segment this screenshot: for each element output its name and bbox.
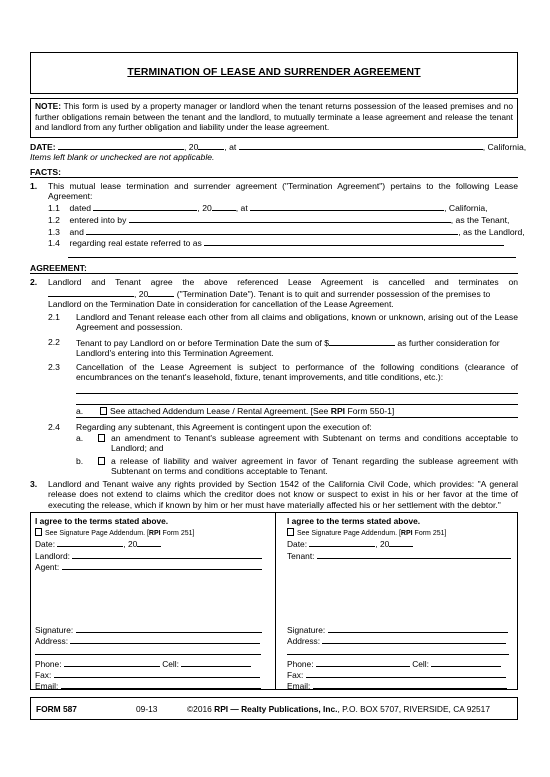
item-end: , California, <box>444 203 488 213</box>
address-label: Address: <box>35 636 69 646</box>
email-label: Email: <box>35 681 59 691</box>
tenant-address-row <box>287 635 506 646</box>
addendum-text-2: Form 251] <box>160 530 195 537</box>
item-2-3-text: Cancellation of the Lease Agreement is subject to performance of the following conditions (clearance of encumbrances on the tenant's leasehold, fixture, tenant improvements, and title conditions, etc.): <box>76 362 518 383</box>
footer-box <box>30 697 518 720</box>
copyright <box>187 704 490 714</box>
section-1-text: This mutual lease termination and surrender agreement ("Termination Agreement") pertains to the following Lease Agreement: <box>48 181 518 202</box>
lease-year-field[interactable] <box>212 202 236 211</box>
agreement-heading: AGREEMENT: <box>30 263 87 273</box>
facts-heading: FACTS: <box>30 167 62 177</box>
landlord-phone-row <box>35 658 251 669</box>
landlord-signer-field[interactable] <box>72 550 262 559</box>
item-2-4-number: 2.4 <box>48 422 60 432</box>
form-code: 09-13 <box>136 704 158 714</box>
lease-location-field[interactable] <box>250 202 444 211</box>
s2-mid: , 20 <box>134 289 149 299</box>
item-2-2-line-1 <box>76 337 520 348</box>
form-number: FORM 587 <box>36 704 77 714</box>
signature-label: Signature: <box>287 625 326 635</box>
item-label: dated <box>69 203 92 213</box>
item-1-2 <box>48 214 520 225</box>
section-3-number: 3. <box>30 479 38 489</box>
item-2-2-number: 2.2 <box>48 337 60 347</box>
agent-field[interactable] <box>62 561 262 570</box>
addendum-rpi: RPI <box>400 530 413 537</box>
landlord-cell-field[interactable] <box>181 658 251 667</box>
lease-date-field[interactable] <box>93 202 197 211</box>
s2-end: ("Termination Date"). Tenant is to quit and surrender possession of the premises to <box>174 289 491 299</box>
addendum-checkbox[interactable] <box>100 407 107 415</box>
item-2-3a-number: a. <box>76 406 84 416</box>
item-2-2-b: as further consideration for <box>395 338 500 348</box>
landlord-email-row <box>35 680 261 691</box>
item-2-3a-text2: Form 550-1] <box>345 406 395 416</box>
landlord-signature-row <box>35 624 262 635</box>
copyright-year: ©2016 <box>187 704 215 714</box>
agent-label: Agent: <box>35 562 60 572</box>
items-note: Items left blank or unchecked are not applicable. <box>30 152 215 162</box>
tenant-address-field[interactable] <box>322 635 506 644</box>
signature-divider <box>275 513 276 689</box>
divider <box>30 273 518 274</box>
tenant-signature-row <box>287 624 508 635</box>
item-2-3a-rpi: RPI <box>330 406 346 416</box>
tenant-address-line-2[interactable] <box>287 654 509 655</box>
tenant-name-field[interactable] <box>129 214 451 223</box>
tenant-email-row <box>287 680 507 691</box>
item-num: 1.1 <box>48 203 60 213</box>
signature-label: Signature: <box>35 625 74 635</box>
item-1-1 <box>48 202 520 213</box>
item-1-4 <box>48 237 520 248</box>
addendum-rpi: RPI <box>148 530 161 537</box>
item-1-3 <box>48 226 525 237</box>
item-2-4b-number: b. <box>76 456 84 466</box>
tenant-year-field[interactable] <box>389 538 413 547</box>
tenant-email-field[interactable] <box>313 680 507 689</box>
landlord-label: Landlord: <box>35 551 70 561</box>
tenant-addendum <box>287 528 446 539</box>
item-2-4b-text: a release of liability and waiver agreement in favor of Tenant regarding the sublease agreement with Subtenant on terms and conditions acceptable to Tenant. <box>111 456 518 477</box>
date-year-prefix: , 20 <box>184 142 199 152</box>
landlord-fax-row <box>35 669 260 680</box>
cell-label: Cell: <box>412 659 429 669</box>
tenant-row <box>287 550 511 561</box>
item-at: , at <box>235 203 248 213</box>
address-label: Address: <box>287 636 321 646</box>
cell-label: Cell: <box>162 659 179 669</box>
section-2-line-3: Landlord on the Termination Date in consideration for cancellation of the Lease Agreement. <box>48 299 394 309</box>
agent-row <box>35 561 262 572</box>
termination-year-field[interactable] <box>148 288 174 297</box>
date-field[interactable] <box>58 141 184 150</box>
landlord-year-field[interactable] <box>137 538 161 547</box>
item-2-4a-text: an amendment to Tenant's sublease agreement with Subtenant on terms and conditions acceptable to Landlord; and <box>111 433 518 454</box>
tenant-phone-row <box>287 658 501 669</box>
item-num: 1.4 <box>48 238 60 248</box>
date-line <box>30 141 527 152</box>
landlord-row <box>35 550 262 561</box>
item-2-1-number: 2.1 <box>48 312 60 322</box>
item-2-3-number: 2.3 <box>48 362 60 372</box>
publisher: RPI — Realty Publications, Inc. <box>214 704 338 714</box>
tenant-phone-field[interactable] <box>316 658 410 667</box>
tenant-signer-field[interactable] <box>317 550 511 559</box>
note-box <box>30 98 518 138</box>
year-label: , 20 <box>123 539 138 549</box>
landlord-phone-field[interactable] <box>64 658 160 667</box>
item-label: regarding real estate referred to as <box>69 238 202 248</box>
landlord-date-field[interactable] <box>57 538 123 547</box>
tenant-addendum-checkbox[interactable] <box>287 528 294 536</box>
tenant-cell-field[interactable] <box>431 658 501 667</box>
landlord-address-line-2[interactable] <box>35 654 261 655</box>
landlord-addendum-checkbox[interactable] <box>35 528 42 536</box>
landlord-address-field[interactable] <box>70 635 260 644</box>
tenant-fax-field[interactable] <box>306 669 506 678</box>
signature-box <box>30 512 518 690</box>
date-year-field[interactable] <box>198 141 224 150</box>
tenant-label: Tenant: <box>287 551 315 561</box>
landlord-agree-text: I agree to the terms stated above. <box>35 516 169 526</box>
item-2-2-line-2: Landlord's entering into this Termination Agreement. <box>76 348 274 358</box>
item-2-4a-number: a. <box>76 433 84 443</box>
item-2-3a-text: See attached Addendum Lease / Rental Agreement. [See <box>110 406 331 416</box>
item-2-2-a: Tenant to pay Landlord on or before Termination Date the sum of $ <box>76 338 330 348</box>
note-text: This form is used by a property manager or landlord when the tenant returns possession of the leased premises and no further obligations remain between the tenant and the landlord, to mutually terminate a lease agreement and release the tenant and landlord from any further obligation and liability under the lease agreement. <box>35 101 513 132</box>
section-3-text: Landlord and Tenant waive any rights provided by Section 1542 of the California Civil Code, which provides: "A general release does not extend to claims which the creditor does not know or suspect to exist in his or her favor at the time of executing the release, which if known by him or her must have materially affected his or her settlement with the debtor." <box>48 479 518 510</box>
date-location-field[interactable] <box>239 141 483 150</box>
note-label: NOTE: <box>35 101 62 111</box>
property-field-line-2[interactable] <box>68 257 516 258</box>
date-label: Date: <box>287 539 308 549</box>
publisher-address: , P.O. BOX 5707, RIVERSIDE, CA 92517 <box>337 704 491 714</box>
fax-label: Fax: <box>287 670 304 680</box>
sublease-amendment-checkbox[interactable] <box>98 434 105 442</box>
landlord-fax-field[interactable] <box>54 669 260 678</box>
item-label: entered into by <box>69 215 127 225</box>
conditions-field-line-1[interactable] <box>76 393 518 394</box>
year-label: , 20 <box>375 539 390 549</box>
item-label: and <box>69 227 84 237</box>
property-field[interactable] <box>204 237 504 246</box>
fax-label: Fax: <box>35 670 52 680</box>
landlord-address-row <box>35 635 260 646</box>
email-label: Email: <box>287 681 311 691</box>
addendum-text: See Signature Page Addendum. [ <box>297 530 401 537</box>
item-2-4-text: Regarding any subtenant, this Agreement is contingent upon the execution of: <box>76 422 372 432</box>
conditions-field-line-2[interactable] <box>76 404 518 405</box>
landlord-date-row <box>35 538 161 549</box>
landlord-name-field[interactable] <box>86 226 458 235</box>
item-mid: , 20 <box>197 203 212 213</box>
item-end: , as the Tenant, <box>450 215 510 225</box>
date-at: , at <box>224 142 237 152</box>
phone-label: Phone: <box>35 659 62 669</box>
landlord-addendum <box>35 528 194 539</box>
landlord-email-field[interactable] <box>61 680 261 689</box>
termination-date-field[interactable] <box>48 288 134 297</box>
payment-amount-field[interactable] <box>329 337 395 346</box>
item-2-3a <box>100 406 394 416</box>
divider <box>30 177 518 178</box>
conditions-field-line-3[interactable] <box>76 417 518 418</box>
tenant-fax-row <box>287 669 506 680</box>
item-end: , as the Landlord, <box>458 227 525 237</box>
page-title: TERMINATION OF LEASE AND SURRENDER AGREEMENT <box>127 66 421 78</box>
date-label: Date: <box>35 539 56 549</box>
title-box <box>30 52 518 94</box>
section-1-number: 1. <box>30 181 38 191</box>
item-num: 1.3 <box>48 227 60 237</box>
landlord-signature-field[interactable] <box>76 624 262 633</box>
addendum-text: See Signature Page Addendum. [ <box>45 530 149 537</box>
addendum-text-2: Form 251] <box>412 530 447 537</box>
section-2-line-1: Landlord and Tenant agree the above referenced Lease Agreement is cancelled and terminates on <box>48 277 518 287</box>
tenant-agree-text: I agree to the terms stated above. <box>287 516 421 526</box>
item-2-1-text: Landlord and Tenant release each other from all claims and obligations, known or unknown, arising out of the Lease Agreement and possession. <box>76 312 518 333</box>
tenant-date-field[interactable] <box>309 538 375 547</box>
date-suffix: , California, <box>482 142 527 152</box>
tenant-date-row <box>287 538 413 549</box>
section-2-line-2 <box>48 288 520 299</box>
item-num: 1.2 <box>48 215 60 225</box>
date-label: DATE: <box>30 142 56 152</box>
release-liability-checkbox[interactable] <box>98 457 105 465</box>
tenant-signature-field[interactable] <box>328 624 508 633</box>
phone-label: Phone: <box>287 659 314 669</box>
section-2-number: 2. <box>30 277 38 287</box>
